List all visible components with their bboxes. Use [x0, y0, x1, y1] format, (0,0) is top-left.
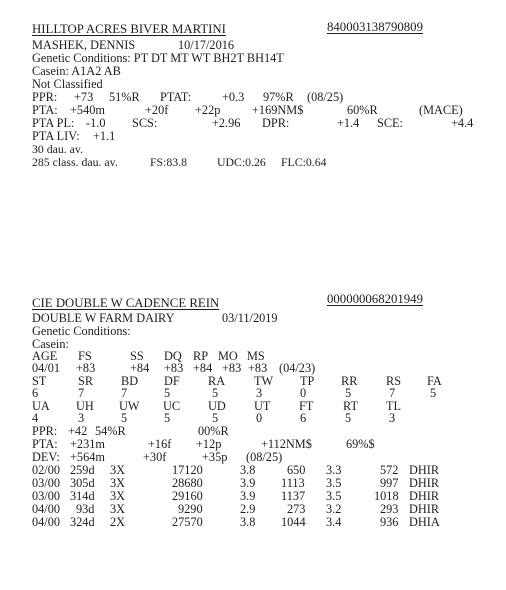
trait-header: FA — [427, 374, 442, 388]
fat-lbs: 1137 — [281, 489, 306, 503]
udder-composite: UDC:0.26 — [217, 155, 266, 169]
animal-name: CIE DOUBLE W CADENCE REIN — [32, 296, 220, 310]
dev-label: DEV: — [32, 450, 60, 464]
trait-header: UW — [119, 399, 140, 413]
lactation-date: 03/00 — [32, 476, 61, 490]
fat-percent: 3.8 — [240, 463, 256, 477]
ppr-label: PPR: — [32, 90, 58, 104]
trait-header: TL — [386, 399, 402, 413]
ptat-label: PTAT: — [160, 90, 192, 104]
score-header: MO — [218, 349, 238, 363]
dev-protein: +35p — [202, 450, 228, 464]
sce-value: +4.4 — [451, 116, 474, 130]
class-daughter-average: 285 class. dau. av. — [32, 155, 118, 169]
scs-value: +2.96 — [212, 116, 241, 130]
lactation-days: 259d — [70, 463, 95, 477]
ppr-label: PPR: — [32, 424, 58, 438]
trait-value: 4 — [32, 411, 39, 425]
trait-value: 7 — [389, 386, 396, 400]
protein-lbs: 293 — [380, 502, 399, 516]
milk-yield: 17120 — [172, 463, 203, 477]
protein-lbs: 1018 — [374, 489, 399, 503]
pta-liv-value: +1.1 — [93, 129, 116, 143]
pta-protein: +22p — [195, 103, 221, 117]
fat-lbs: 1044 — [281, 515, 306, 529]
milk-yield: 27570 — [172, 515, 203, 529]
lactation-date: 04/00 — [32, 502, 61, 516]
trait-header: UH — [76, 399, 94, 413]
milk-yield: 28680 — [172, 476, 203, 490]
genetic-conditions: Genetic Conditions: — [32, 324, 131, 338]
birth-date: 10/17/2016 — [178, 38, 235, 52]
score-value: +83 — [222, 361, 242, 375]
owner-name: MASHEK, DENNIS — [32, 38, 136, 52]
fat-lbs: 273 — [287, 502, 306, 516]
ptat-value: +0.3 — [222, 90, 245, 104]
feet-legs-composite: FLC:0.64 — [281, 155, 327, 169]
trait-header: ST — [32, 374, 47, 388]
final-score: FS:83.8 — [150, 155, 188, 169]
classification: Not Classified — [32, 77, 103, 91]
protein-percent: 3.5 — [326, 489, 342, 503]
trait-header: BD — [121, 374, 139, 388]
dev-date: (08/25) — [246, 450, 283, 464]
milking-frequency: 3X — [110, 463, 126, 477]
test-type: DHIR — [409, 489, 440, 503]
pta-protein: +12p — [196, 437, 222, 451]
test-type: DHIR — [409, 502, 440, 516]
trait-value: 5 — [345, 411, 352, 425]
trait-header: TP — [300, 374, 315, 388]
trait-header: DF — [164, 374, 180, 388]
owner-name: DOUBLE W FARM DAIRY — [32, 311, 175, 325]
protein-lbs: 997 — [380, 476, 399, 490]
milking-frequency: 3X — [110, 502, 126, 516]
trait-value: 0 — [256, 411, 263, 425]
lactation-days: 314d — [70, 489, 95, 503]
score-header: RP — [193, 349, 209, 363]
lactation-date: 02/00 — [32, 463, 61, 477]
trait-value: 5 — [164, 411, 171, 425]
lactation-days: 324d — [70, 515, 95, 529]
fat-percent: 3.8 — [240, 515, 256, 529]
pta-milk: +231m — [70, 437, 105, 451]
casein: Casein: A1A2 AB — [32, 64, 121, 78]
milk-yield: 9290 — [178, 502, 203, 516]
scs-label: SCS: — [132, 116, 158, 130]
trait-value: 3 — [78, 411, 85, 425]
milk-yield: 29160 — [172, 489, 203, 503]
pta-fat: +20f — [145, 103, 169, 117]
trait-header: FT — [299, 399, 314, 413]
pta-reliability: 60%R — [347, 103, 378, 117]
trait-header: RS — [386, 374, 402, 388]
score-header: FS — [78, 349, 92, 363]
trait-value: 5 — [212, 411, 219, 425]
trait-value: 5 — [345, 386, 352, 400]
protein-percent: 3.5 — [326, 476, 342, 490]
trait-value: 5 — [430, 386, 437, 400]
score-value: +83 — [76, 361, 96, 375]
milking-frequency: 3X — [110, 489, 126, 503]
genetic-conditions: Genetic Conditions: PT DT MT WT BH2T BH14T — [32, 51, 284, 65]
score-header: SS — [130, 349, 144, 363]
lactation-days: 93d — [76, 502, 95, 516]
trait-value: 5 — [121, 411, 128, 425]
lactation-date: 03/00 — [32, 489, 61, 503]
trait-value: 5 — [212, 386, 219, 400]
score-value: +83 — [248, 361, 268, 375]
sce-label: SCE: — [377, 116, 403, 130]
protein-percent: 3.4 — [326, 515, 342, 529]
dpr-value: +1.4 — [337, 116, 360, 130]
trait-value: 5 — [164, 386, 171, 400]
fat-lbs: 1113 — [281, 476, 305, 490]
ppr-value: +42 — [68, 424, 88, 438]
ppr-value: +73 — [74, 90, 94, 104]
trait-header: TW — [254, 374, 274, 388]
fat-percent: 3.9 — [240, 489, 256, 503]
dev-fat: +30f — [143, 450, 167, 464]
trait-header: RA — [208, 374, 226, 388]
casein: Casein: — [32, 337, 69, 351]
milking-frequency: 3X — [110, 476, 126, 490]
pta-reliability: 69%$ — [346, 437, 375, 451]
trait-value: 3 — [389, 411, 396, 425]
milking-frequency: 2X — [110, 515, 126, 529]
score-header: DQ — [164, 349, 182, 363]
trait-header: UT — [254, 399, 271, 413]
trait-header: UA — [32, 399, 50, 413]
test-type: DHIA — [409, 515, 440, 529]
trait-value: 0 — [300, 386, 307, 400]
pta-pl-label: PTA PL: — [32, 116, 75, 130]
trait-header: UC — [163, 399, 181, 413]
protein-lbs: 936 — [380, 515, 399, 529]
pta-net-merit: +112NM$ — [261, 437, 312, 451]
pta-label: PTA: — [32, 103, 58, 117]
score-date: (04/23) — [279, 361, 316, 375]
birth-date: 03/11/2019 — [222, 311, 278, 325]
pta-fat: +16f — [148, 437, 172, 451]
lactation-days: 305d — [70, 476, 95, 490]
lactation-date: 04/00 — [32, 515, 61, 529]
ppr-reliability: 51%R — [109, 90, 140, 104]
registration-id: 840003138790809 — [327, 20, 423, 34]
trait-header: UD — [208, 399, 226, 413]
score-header: AGE — [32, 349, 58, 363]
pta-mace: (MACE) — [419, 103, 463, 117]
ptat-reliability: 97%R — [263, 90, 294, 104]
pta-pl-value: -1.0 — [86, 116, 106, 130]
score-value: 04/01 — [32, 361, 61, 375]
ppr-reliability-secondary: 00%R — [198, 424, 229, 438]
pta-net-merit: +169NM$ — [252, 103, 304, 117]
trait-value: 6 — [32, 386, 39, 400]
pta-label: PTA: — [32, 437, 58, 451]
test-type: DHIR — [409, 476, 440, 490]
protein-percent: 3.3 — [326, 463, 342, 477]
fat-percent: 3.9 — [240, 476, 256, 490]
trait-header: RR — [341, 374, 358, 388]
score-value: +84 — [193, 361, 213, 375]
pta-liv-label: PTA LIV: — [32, 129, 80, 143]
fat-percent: 2.9 — [240, 502, 256, 516]
animal-name: HILLTOP ACRES BIVER MARTINI — [32, 22, 226, 36]
score-header: MS — [247, 349, 265, 363]
dev-milk: +564m — [70, 450, 105, 464]
ppr-reliability: 54%R — [95, 424, 126, 438]
trait-header: RT — [343, 399, 358, 413]
fat-lbs: 650 — [287, 463, 306, 477]
score-value: +83 — [164, 361, 184, 375]
trait-value: 3 — [256, 386, 263, 400]
score-value: +84 — [130, 361, 150, 375]
dpr-label: DPR: — [262, 116, 290, 130]
pta-milk: +540m — [70, 103, 105, 117]
trait-header: SR — [78, 374, 94, 388]
daughter-average: 30 dau. av. — [32, 142, 83, 156]
trait-value: 7 — [78, 386, 85, 400]
trait-value: 7 — [121, 386, 128, 400]
ptat-date: (08/25) — [307, 90, 344, 104]
protein-percent: 3.2 — [326, 502, 342, 516]
protein-lbs: 572 — [380, 463, 399, 477]
registration-id: 000000068201949 — [327, 292, 423, 306]
trait-value: 6 — [300, 411, 307, 425]
test-type: DHIR — [409, 463, 440, 477]
